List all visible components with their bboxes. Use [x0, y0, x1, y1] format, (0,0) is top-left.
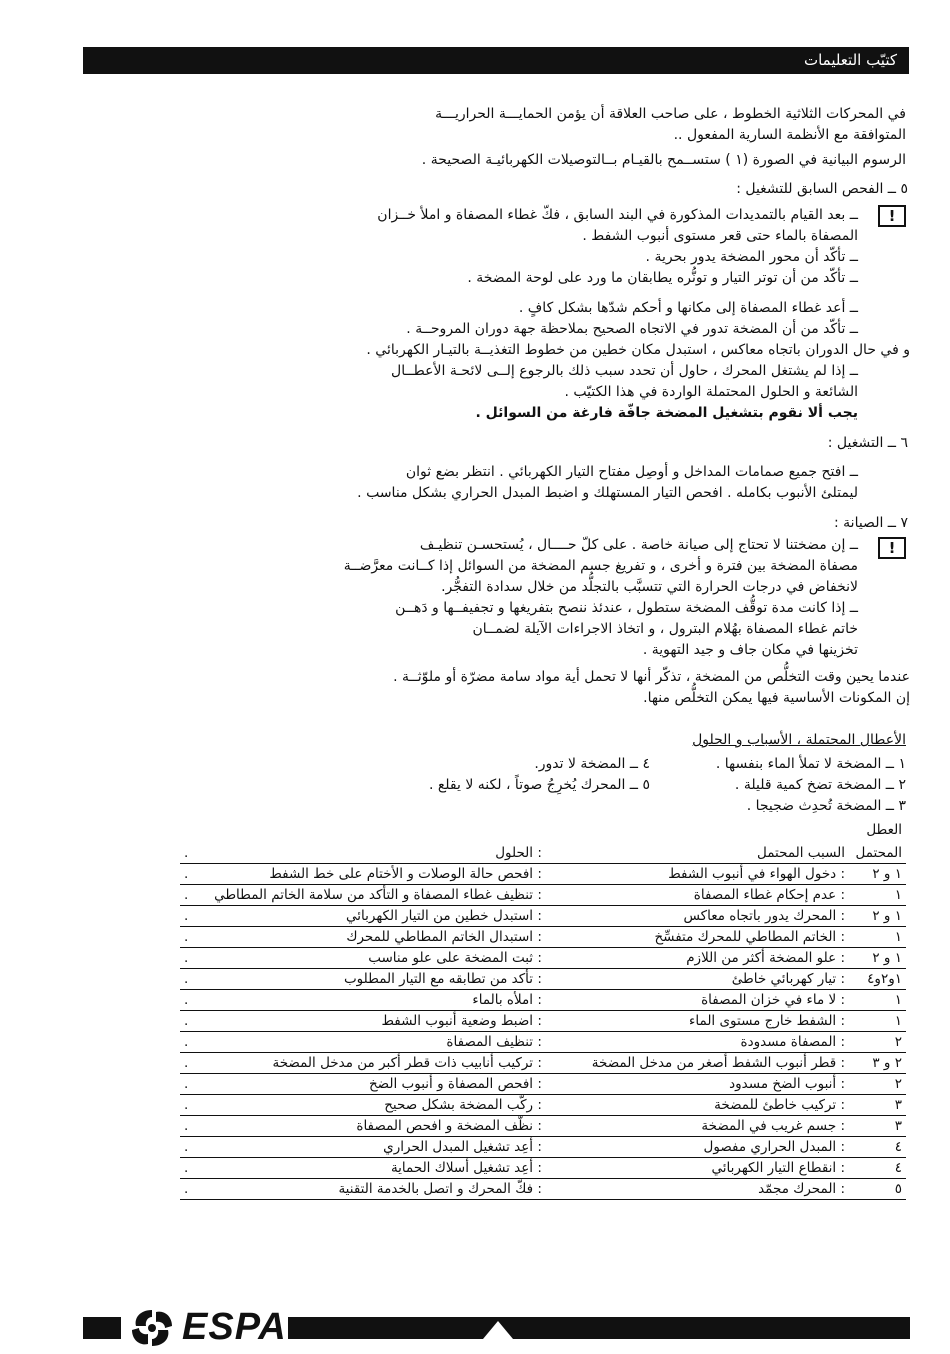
row-cause: : لا ماء في خزان المصفاة — [546, 990, 849, 1011]
table-row — [180, 906, 906, 927]
header-bar — [83, 47, 909, 74]
row-code: ٢ — [849, 1074, 906, 1095]
row-dot: . — [180, 1053, 201, 1074]
col-cause-header: السبب المحتمل — [546, 841, 849, 864]
row-cause: : تيار كهربائي خاطئ — [546, 969, 849, 990]
row-code: ١ — [849, 885, 906, 906]
table-row — [180, 1158, 906, 1179]
brand-logo-text: ESPA — [182, 1306, 287, 1348]
triangle-marker-icon — [483, 1321, 513, 1339]
row-code: ١ — [849, 1011, 906, 1032]
fault-item: ٢ ــ المضخة تضخ كمية قليلة . — [734, 777, 906, 793]
row-fix: : املأه بالماء — [201, 990, 546, 1011]
row-dot: . — [180, 864, 201, 885]
section-5-line: ــ بعد القيام بالتمديدات المذكورة في البند السابق ، فكّ غطاء المصفاة و املأ خــزان — [377, 207, 858, 223]
row-dot: . — [180, 990, 201, 1011]
col-fix-header: : الحلول — [201, 841, 546, 864]
row-cause: : جسم غريب في المضخة — [546, 1116, 849, 1137]
section-7-line: خاتم غطاء المصفاة بهُلام البترول ، و اتخاذ الاجراءات الآيلة لضمــان — [472, 621, 858, 637]
section-5-line: ــ تأكّد من أن المضخة تدور في الاتجاه الصحيح بملاحظة جهة دوران المروحــة . — [406, 321, 858, 337]
section-5-title: ٥ ــ الفحص السابق للتشغيل : — [736, 181, 908, 197]
section-6-line: ليمتلئ الأنبوب بكامله . افحص التيار المستهلك و اضبط المبدل الحراري بشكل مناسب . — [357, 485, 858, 501]
section-7-line: تخزينها في مكان جاف و جيد التهوية . — [642, 642, 858, 658]
row-fix: : ثبت المضخة على علو مناسب — [201, 948, 546, 969]
section-5-line: و في حال الدوران باتجاه معاكس ، استبدل مكان خطين من خطوط التغذيــة بالتيـار الكهربائي . — [366, 342, 910, 358]
row-dot: . — [180, 1137, 201, 1158]
fault-item: ٤ ــ المضخة لا تدور. — [534, 756, 650, 772]
row-cause: : المبدل الحراري مفصول — [546, 1137, 849, 1158]
row-code: ٢ — [849, 1032, 906, 1053]
table-row — [180, 885, 906, 906]
fault-item: ٥ ــ المحرك يُخرِجُ صوتاً ، لكنه لا يقلع . — [428, 777, 650, 793]
row-cause: : تركيب خاطئ للمضخة — [546, 1095, 849, 1116]
intro-line: في المحركات الثلاثية الخطوط ، على صاحب العلاقة أن يؤمن الحمايـــة الحراريـــة — [435, 106, 906, 122]
section-5-line: ــ تأكّد من أن توتر التيار و تونُّره يطابقان ما ورد على لوحة المضخة . — [467, 270, 858, 286]
table-row — [180, 1137, 906, 1158]
table-row — [180, 990, 906, 1011]
row-cause: : الخاتم المطاطي للمحرك متفسِّخ — [546, 927, 849, 948]
row-cause: : المصفاة مسدودة — [546, 1032, 849, 1053]
row-cause: : قطر أنبوب الشفط أصغر من مدخل المضخة — [546, 1053, 849, 1074]
row-dot: . — [180, 906, 201, 927]
table-row — [180, 927, 906, 948]
row-code: ٣ — [849, 1116, 906, 1137]
row-code: ١و٢و٤ — [849, 969, 906, 990]
section-5-line: ــ إذا لم يشتغل المحرك ، حاول أن تحدد سبب ذلك بالرجوع إلــى لائحـة الأعطــال — [391, 363, 858, 379]
row-code: ٣ — [849, 1095, 906, 1116]
table-row — [180, 1116, 906, 1137]
col-code-top-label: العطل — [866, 822, 902, 838]
fault-item: ١ ــ المضخة لا تملأ الماء بنفسها . — [715, 756, 906, 772]
col-code-header: المحتمل — [849, 841, 906, 864]
row-code: ٤ — [849, 1137, 906, 1158]
section-7-line: لانخفاض في درجات الحرارة التي تتسبَّب بالتجلُّد من خلال سدادة التفجُّر. — [441, 579, 858, 595]
row-cause: : علو المضخة أكثر من اللازم — [546, 948, 849, 969]
row-dot: . — [180, 1032, 201, 1053]
section-7-line: مصفاة المضخة بين فترة و أخرى ، و تفريغ جسم المضخة من السوائل إذا كــانت معرَّضــة — [343, 558, 858, 574]
table-row — [180, 1053, 906, 1074]
section-6-body — [98, 462, 858, 504]
faults-list-left — [270, 754, 650, 796]
row-fix: : فكّ المحرك و اتصل بالخدمة التقنية — [201, 1179, 546, 1200]
row-fix: : ركّب المضخة بشكل صحيح — [201, 1095, 546, 1116]
row-cause: : أنبوب الضخ مسدود — [546, 1074, 849, 1095]
row-code: ١ و ٢ — [849, 948, 906, 969]
row-dot: . — [180, 885, 201, 906]
row-dot: . — [180, 1116, 201, 1137]
row-code: ٥ — [849, 1179, 906, 1200]
row-cause: : دخول الهواء في أنبوب الشفط — [546, 864, 849, 885]
row-dot: . — [180, 841, 201, 864]
table-row — [180, 1032, 906, 1053]
table-row — [180, 1179, 906, 1200]
row-dot: . — [180, 1179, 201, 1200]
faults-title: الأعطال المحتملة ، الأسباب و الحلول — [692, 732, 906, 748]
row-cause: : عدم إحكام غطاء المصفاة — [546, 885, 849, 906]
faults-list-right — [666, 754, 906, 817]
table-header-row — [180, 841, 906, 864]
row-cause: : الشفط خارج مستوى الماء — [546, 1011, 849, 1032]
table-row — [180, 948, 906, 969]
row-dot: . — [180, 927, 201, 948]
row-dot: . — [180, 948, 201, 969]
section-7-title: ٧ ــ الصيانة : — [834, 515, 908, 531]
row-cause: : المحرك يدور باتجاه معاكس — [546, 906, 849, 927]
table-row — [180, 1095, 906, 1116]
footer-bar-left — [83, 1317, 121, 1339]
section-6-line: ــ افتح جميع صمامات المداخل و أوصِل مفتاح التيار الكهربائي . انتظر بضع ثوان — [405, 464, 858, 480]
row-fix: : افحص المصفاة و أنبوب الضخ — [201, 1074, 546, 1095]
section-6-title-text: ٦ ــ التشغيل : — [827, 435, 908, 451]
row-code: ٤ — [849, 1158, 906, 1179]
row-fix: : تركيب أنابيب ذات قطر أكبر من مدخل المضخة — [201, 1053, 546, 1074]
row-code: ١ — [849, 990, 906, 1011]
row-fix: : افحص حالة الوصلات و الأختام على خط الشفط — [201, 864, 546, 885]
section-5-line: ــ تأكّد أن محور المضخة يدور بحرية . — [645, 249, 858, 265]
section-7-line: عندما يحين وقت التخلُّص من المضخة ، تذكّر أنها لا تحمل أية مواد سامة مضرّة أو ملوّثــة . — [393, 669, 910, 685]
row-dot: . — [180, 1011, 201, 1032]
row-code: ١ و ٢ — [849, 864, 906, 885]
table-row — [180, 1074, 906, 1095]
section-5-warning-text: يجب ألا نقوم بتشغيل المضخة جافّة فارغة من السوائل . — [475, 405, 858, 421]
faults-table — [180, 841, 906, 1200]
intro-line: الرسوم البيانية في الصورة (١ ) ستســمح بالقيـام بــالتوصيلات الكهربائيـة الصحيحة . — [421, 152, 906, 168]
section-7-line: إن المكونات الأساسية فيها يمكن التخلُّص منها. — [643, 690, 910, 706]
section-6-title — [828, 433, 908, 454]
warning-icon: ! — [878, 537, 906, 559]
section-7-body — [78, 535, 910, 709]
row-code: ٢ و ٣ — [849, 1053, 906, 1074]
intro-line: المتوافقة مع الأنظمة السارية المفعول .. — [673, 127, 906, 143]
row-cause: : انقطاع التيار الكهربائي — [546, 1158, 849, 1179]
row-fix: : استبدال الخاتم المطاطي للمحرك — [201, 927, 546, 948]
row-dot: . — [180, 969, 201, 990]
row-fix: : أعِد تشغيل المبدل الحراري — [201, 1137, 546, 1158]
row-dot: . — [180, 1158, 201, 1179]
row-fix: : اضبط وضعية أنبوب الشفط — [201, 1011, 546, 1032]
section-5-line: ــ أعد غطاء المصفاة إلى مكانها و أحكم شدّها بشكل كافٍ . — [518, 300, 858, 316]
fault-item: ٣ ــ المضخة تُحدِث ضجيجا . — [746, 798, 906, 814]
table-row — [180, 969, 906, 990]
table-row — [180, 864, 906, 885]
footer-bar-right — [288, 1317, 910, 1339]
row-dot: . — [180, 1095, 201, 1116]
section-7-line: ــ إذا كانت مدة توقُّف المضخة ستطول ، عندئذ ننصح بتفريغها و تجفيفــها و دَهــن — [395, 600, 858, 616]
section-5-body — [98, 205, 910, 424]
row-code: ١ و ٢ — [849, 906, 906, 927]
warning-icon: ! — [878, 205, 906, 227]
row-fix: : استبدل خطين من التيار الكهربائي — [201, 906, 546, 927]
header-title: كتيّب التعليمات — [803, 51, 897, 69]
row-fix: : أعِد تشغيل أسلاك الحماية — [201, 1158, 546, 1179]
section-5-line: الشائعة و الحلول المحتملة الواردة في هذا الكتيّب . — [564, 384, 858, 400]
row-cause: : المحرك مجمّد — [546, 1179, 849, 1200]
section-5-line: المصفاة بالماء حتى قعر مستوى أنبوب الشفط . — [582, 228, 858, 244]
intro-paragraph — [90, 104, 906, 171]
row-fix: : تنظيف المصفاة — [201, 1032, 546, 1053]
espa-logo-icon — [126, 1306, 178, 1350]
table-row — [180, 1011, 906, 1032]
row-code: ١ — [849, 927, 906, 948]
row-fix: : تأكد من تطابقه مع التيار المطلوب — [201, 969, 546, 990]
row-dot: . — [180, 1074, 201, 1095]
section-7-line: ــ إن مضختنا لا تحتاج إلى صيانة خاصة . على كلّ حــــال ، يُستحسـن تنظيـف — [419, 537, 858, 553]
row-fix: : تنظيف غطاء المصفاة و التأكد من سلامة الخاتم المطاطي — [201, 885, 546, 906]
row-fix: : نظّف المضخة و افحص المصفاة — [201, 1116, 546, 1137]
